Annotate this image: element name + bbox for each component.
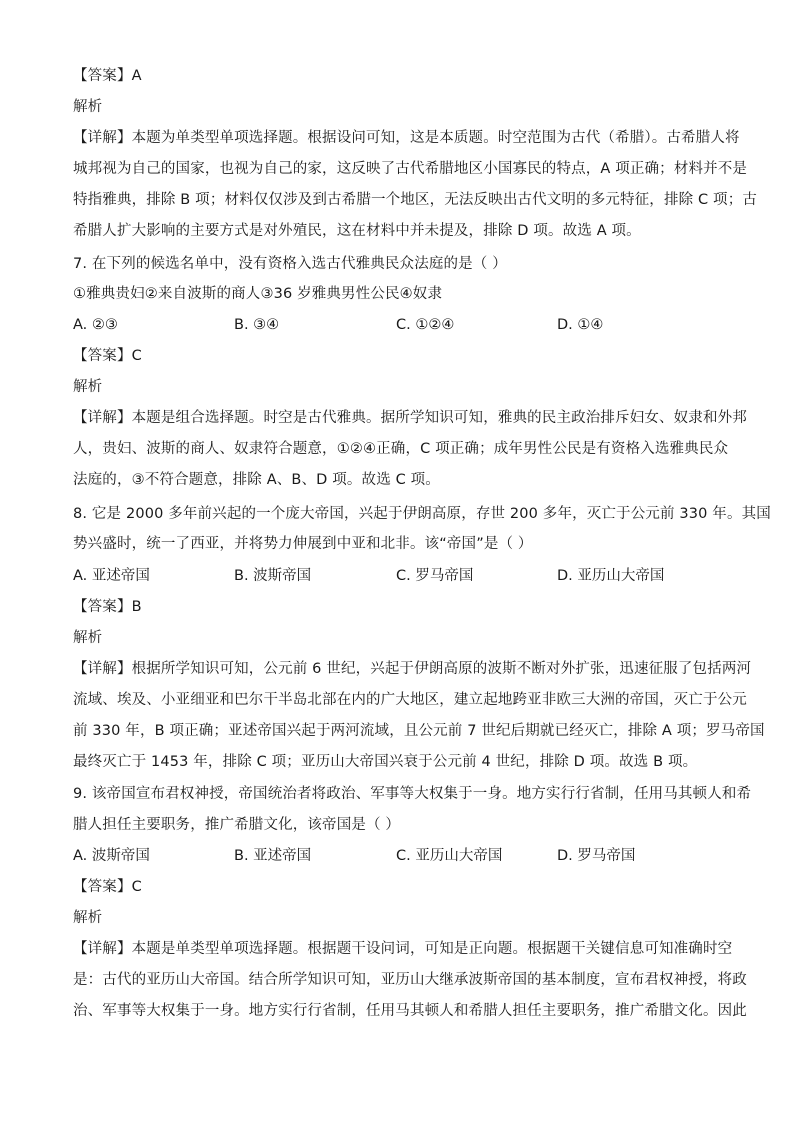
detail-q6-line-3: 特指雅典，排除 B 项；材料仅仅涉及到古希腊一个地区，无法反映出古代文明的多元特征，排除 C 项；古: [73, 192, 758, 208]
q8-option-c: C. 罗马帝国: [396, 568, 474, 584]
question-9-stem-line-2: 腊人担任主要职务，推广希腊文化，该帝国是（ ）: [73, 817, 401, 833]
q9-option-d: D. 罗马帝国: [557, 848, 636, 864]
analysis-heading-q6: 解析: [73, 99, 103, 115]
detail-q7-line-1: 【详解】本题是组合选择题。时空是古代雅典。据所学知识可知，雅典的民主政治排斥妇女、奴隶和外邦: [73, 410, 747, 426]
analysis-heading-q7: 解析: [73, 379, 103, 395]
detail-q8-line-2: 流域、埃及、小亚细亚和巴尔干半岛北部在内的广大地区，建立起地跨亚非欧三大洲的帝国，灭亡于公元: [73, 692, 747, 708]
q7-option-b: B. ③④: [234, 317, 280, 333]
analysis-heading-q8: 解析: [73, 630, 103, 646]
question-7-items: ①雅典贵妇②来自波斯的商人③36 岁雅典男性公民④奴隶: [73, 286, 443, 302]
q9-option-c: C. 亚历山大帝国: [396, 848, 503, 864]
q8-option-b: B. 波斯帝国: [234, 568, 312, 584]
q9-option-a: A. 波斯帝国: [73, 848, 150, 864]
analysis-heading-q9: 解析: [73, 910, 103, 926]
detail-q6-line-4: 希腊人扩大影响的主要方式是对外殖民，这在材料中并未提及，排除 D 项。故选 A 项。: [73, 223, 641, 239]
question-7-stem: 7. 在下列的候选名单中，没有资格入选古代雅典民众法庭的是（ ）: [73, 256, 507, 272]
q7-option-a: A. ②③: [73, 317, 118, 333]
question-8-stem-line-2: 势兴盛时，统一了西亚，并将势力伸展到中亚和北非。该“帝国”是（ ）: [73, 536, 533, 552]
question-9-stem-line-1: 9. 该帝国宣布君权神授，帝国统治者将政治、军事等大权集于一身。地方实行行省制，任用马其顿人和希: [73, 786, 752, 802]
detail-q6-line-2: 城邦视为自己的国家，也视为自己的家，这反映了古代希腊地区小国寡民的特点，A 项正确；材料并不是: [73, 161, 748, 177]
detail-q7-line-3: 法庭的，③不符合题意，排除 A、B、D 项。故选 C 项。: [73, 472, 440, 488]
detail-q8-line-3: 前 330 年，B 项正确；亚述帝国兴起于两河流域，且公元前 7 世纪后期就已经灭亡，排除 A 项；罗马帝国: [73, 723, 765, 739]
detail-q8-line-1: 【详解】根据所学知识可知，公元前 6 世纪，兴起于伊朗高原的波斯不断对外扩张，迅速征服了包括两河: [73, 661, 752, 677]
question-8-stem-line-1: 8. 它是 2000 多年前兴起的一个庞大帝国，兴起于伊朗高原，存世 200 多年，灭亡于公元前 330 年。其国: [73, 506, 771, 522]
detail-q9-line-2: 是：古代的亚历山大帝国。结合所学知识可知，亚历山大继承波斯帝国的基本制度，宣布君权神授，将政: [73, 972, 747, 988]
answer-q9: 【答案】C: [73, 879, 142, 895]
q7-option-c: C. ①②④: [396, 317, 455, 333]
detail-q7-line-2: 人，贵妇、波斯的商人、奴隶符合题意，①②④正确，C 项正确；成年男性公民是有资格入选雅典民众: [73, 441, 729, 457]
detail-q8-line-4: 最终灭亡于 1453 年，排除 C 项；亚历山大帝国兴衰于公元前 4 世纪，排除 D 项。故选 B 项。: [73, 754, 698, 770]
q8-option-d: D. 亚历山大帝国: [557, 568, 665, 584]
detail-q6-line-1: 【详解】本题为单类型单项选择题。根据设问可知，这是本质题。时空范围为古代（希腊）。古希腊人将: [73, 130, 740, 146]
answer-q7: 【答案】C: [73, 348, 142, 364]
detail-q9-line-3: 治、军事等大权集于一身。地方实行行省制，任用马其顿人和希腊人担任主要职务，推广希腊文化。因此: [73, 1003, 747, 1019]
answer-q6: 【答案】A: [73, 68, 142, 84]
q8-option-a: A. 亚述帝国: [73, 568, 150, 584]
answer-q8: 【答案】B: [73, 599, 142, 615]
q7-option-d: D. ①④: [557, 317, 604, 333]
detail-q9-line-1: 【详解】本题是单类型单项选择题。根据题干设问词，可知是正向题。根据题干关键信息可知准确时空: [73, 941, 733, 957]
q9-option-b: B. 亚述帝国: [234, 848, 312, 864]
